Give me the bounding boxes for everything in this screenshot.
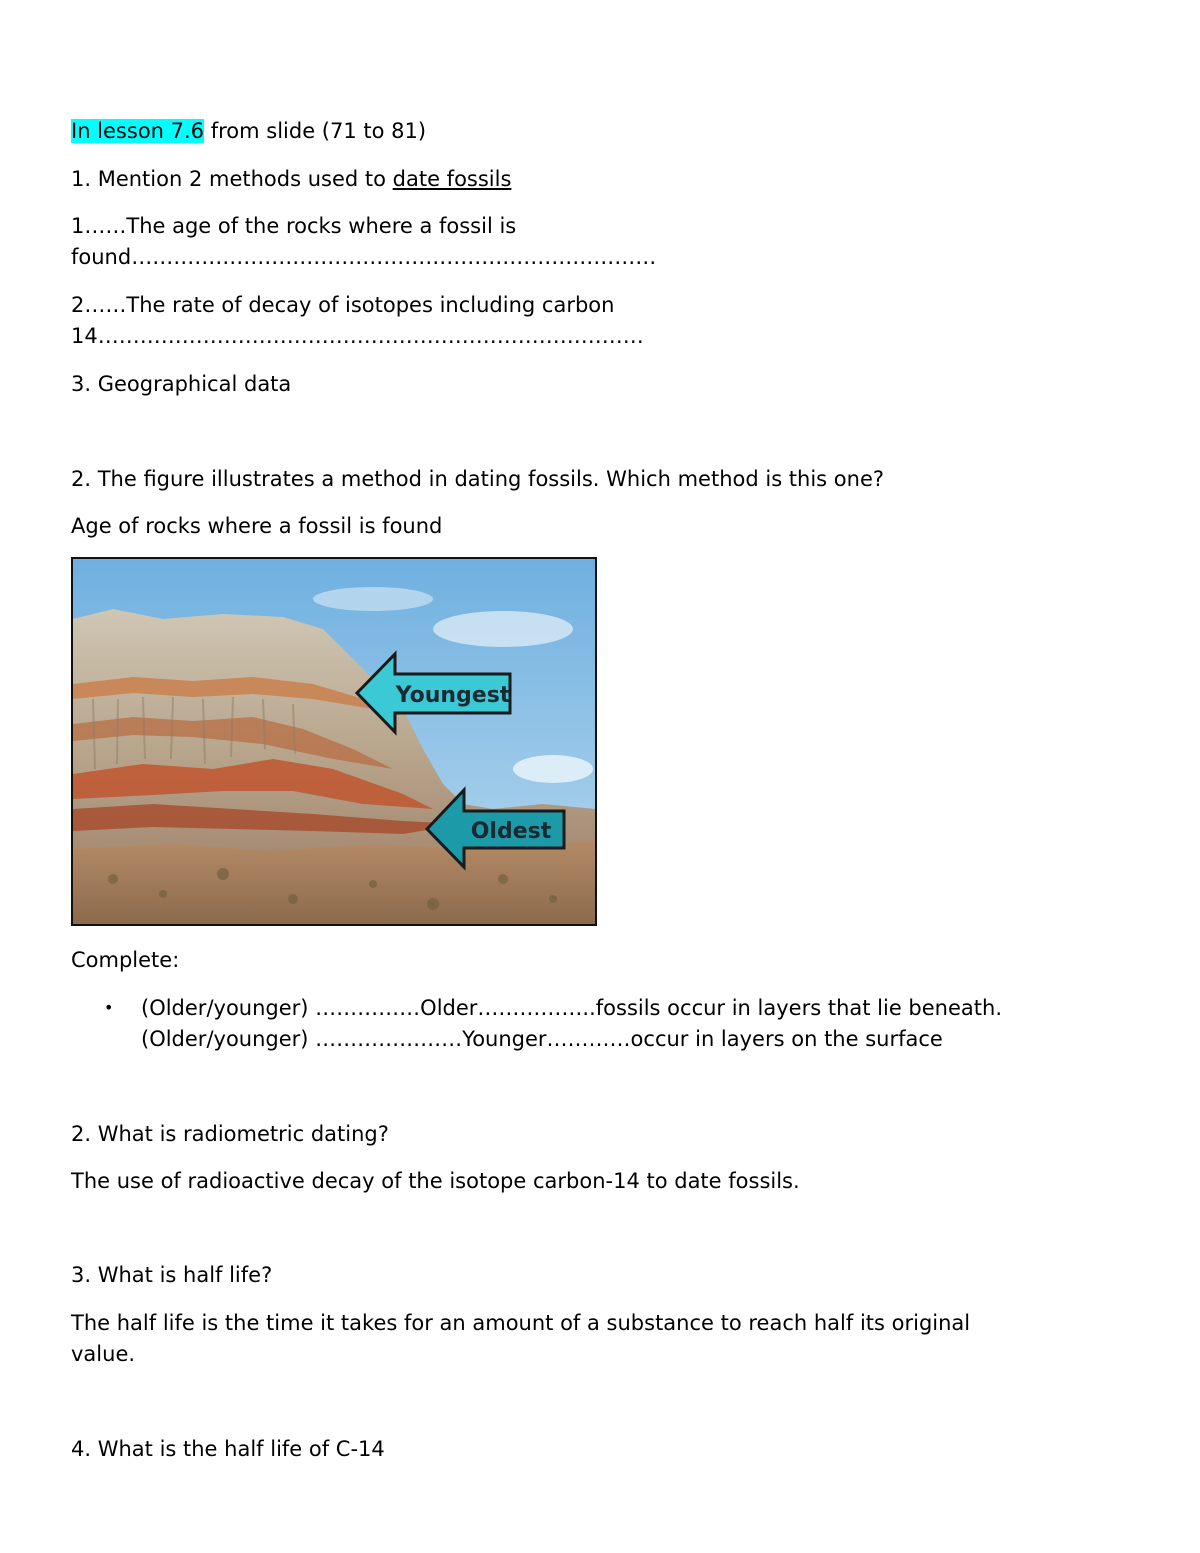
question-3: 2. What is radiometric dating?: [71, 1122, 389, 1146]
lesson-highlight: In lesson 7.6: [71, 119, 205, 143]
answer-2-line-2: 14……………………………………………………………………: [71, 324, 644, 348]
answer-question-3: The use of radioactive decay of the isotope carbon-14 to date fossils.: [71, 1169, 800, 1193]
question-1: [71, 164, 511, 194]
answer-3: 3. Geographical data: [71, 372, 292, 396]
answer-question-4-line-1: The half life is the time it takes for an amount of a substance to reach half its original: [71, 1311, 971, 1335]
answer-2-line-1: 2……The rate of decay of isotopes including carbon: [71, 293, 615, 317]
question-1-underlined: date fossils: [392, 167, 512, 191]
oldest-label: Oldest: [470, 819, 552, 844]
question-2: 2. The figure illustrates a method in dating fossils. Which method is this one?: [71, 467, 885, 491]
rock-layers-photo: [73, 559, 595, 924]
answer-1-line-1: 1……The age of the rocks where a fossil is: [71, 214, 517, 238]
complete-line-1: (Older/younger) ……………Older……………..fossils occur in layers that lie beneath.: [141, 996, 1002, 1020]
youngest-label: Youngest: [395, 683, 511, 708]
answer-question-4-line-2: value.: [71, 1342, 136, 1366]
question-4: 3. What is half life?: [71, 1263, 273, 1287]
rock-layers-figure: [71, 557, 597, 926]
lesson-header-rest: from slide (71 to 81): [204, 119, 427, 143]
question-1-prefix: 1. Mention 2 methods used to: [71, 167, 393, 191]
complete-label: Complete:: [71, 948, 180, 972]
lesson-header: [71, 116, 426, 146]
answer-question-2: Age of rocks where a fossil is found: [71, 514, 443, 538]
question-5: 4. What is the half life of C-14: [71, 1437, 385, 1461]
complete-line-2: (Older/younger) …………………Younger…………occur in layers on the surface: [141, 1027, 943, 1051]
answer-1-line-2: found…………………………………………………………………: [71, 245, 657, 269]
bullet-icon: •: [104, 998, 114, 1017]
